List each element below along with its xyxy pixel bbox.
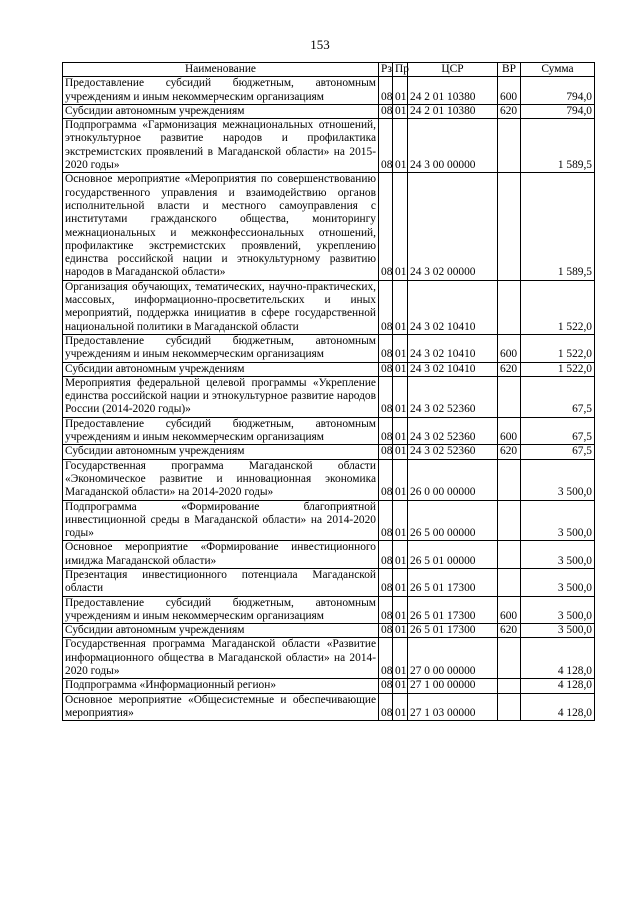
cell-pr: 01 bbox=[393, 638, 408, 679]
cell-csr: 27 0 00 00000 bbox=[408, 638, 498, 679]
cell-rz: 08 bbox=[379, 417, 393, 445]
cell-pr: 01 bbox=[393, 417, 408, 445]
page-number: 153 bbox=[310, 37, 330, 52]
cell-vr bbox=[498, 693, 521, 721]
cell-sum: 3 500,0 bbox=[521, 568, 595, 596]
cell-csr: 24 2 01 10380 bbox=[408, 77, 498, 105]
cell-csr: 24 2 01 10380 bbox=[408, 104, 498, 118]
cell-csr: 24 3 02 52360 bbox=[408, 417, 498, 445]
cell-rz: 08 bbox=[379, 693, 393, 721]
cell-pr: 01 bbox=[393, 459, 408, 500]
cell-csr: 26 5 00 00000 bbox=[408, 500, 498, 541]
cell-name: Предоставление субсидий бюджетным, автономным учреждениям и иным некоммерческим организациям bbox=[63, 77, 379, 105]
cell-sum: 4 128,0 bbox=[521, 679, 595, 693]
cell-vr bbox=[498, 568, 521, 596]
cell-sum: 4 128,0 bbox=[521, 693, 595, 721]
cell-name: Субсидии автономным учреждениям bbox=[63, 624, 379, 638]
cell-name: Государственная программа Магаданской области «Развитие информационного общества в Магаданской области» на 2014-2020 годы» bbox=[63, 638, 379, 679]
table-body bbox=[63, 77, 595, 721]
cell-pr: 01 bbox=[393, 362, 408, 376]
cell-name: Предоставление субсидий бюджетным, автономным учреждениям и иным некоммерческим организациям bbox=[63, 596, 379, 624]
cell-vr bbox=[498, 459, 521, 500]
cell-pr: 01 bbox=[393, 500, 408, 541]
header-name: Наименование bbox=[63, 63, 379, 77]
cell-vr: 620 bbox=[498, 445, 521, 459]
cell-name: Подпрограмма «Информационный регион» bbox=[63, 679, 379, 693]
cell-csr: 24 3 02 10410 bbox=[408, 280, 498, 334]
cell-rz: 08 bbox=[379, 362, 393, 376]
cell-pr: 01 bbox=[393, 445, 408, 459]
cell-rz: 08 bbox=[379, 679, 393, 693]
table-row bbox=[63, 679, 595, 693]
cell-csr: 24 3 02 52360 bbox=[408, 445, 498, 459]
table-row bbox=[63, 417, 595, 445]
cell-name: Основное мероприятие «Общесистемные и обеспечивающие мероприятия» bbox=[63, 693, 379, 721]
cell-name: Предоставление субсидий бюджетным, автономным учреждениям и иным некоммерческим организациям bbox=[63, 417, 379, 445]
cell-name: Организация обучающих, тематических, научно-практических, массовых, информационно-просветительских и иных мероприятий, поддержка инициатив в сфере государственной национальной политики в Магаданской области bbox=[63, 280, 379, 334]
cell-csr: 27 1 03 00000 bbox=[408, 693, 498, 721]
cell-sum: 67,5 bbox=[521, 445, 595, 459]
cell-rz: 08 bbox=[379, 500, 393, 541]
cell-vr: 620 bbox=[498, 362, 521, 376]
cell-vr bbox=[498, 541, 521, 569]
cell-pr: 01 bbox=[393, 693, 408, 721]
table-row bbox=[63, 119, 595, 173]
table-row bbox=[63, 334, 595, 362]
table-row bbox=[63, 541, 595, 569]
cell-vr bbox=[498, 679, 521, 693]
table-row bbox=[63, 104, 595, 118]
cell-name: Субсидии автономным учреждениям bbox=[63, 362, 379, 376]
cell-rz: 08 bbox=[379, 104, 393, 118]
header-csr: ЦСР bbox=[408, 63, 498, 77]
cell-pr: 01 bbox=[393, 679, 408, 693]
header-pr: Пр bbox=[393, 63, 408, 77]
table-row bbox=[63, 173, 595, 280]
cell-sum: 3 500,0 bbox=[521, 596, 595, 624]
cell-vr bbox=[498, 280, 521, 334]
cell-sum: 3 500,0 bbox=[521, 541, 595, 569]
cell-sum: 67,5 bbox=[521, 417, 595, 445]
cell-rz: 08 bbox=[379, 445, 393, 459]
header-vr: ВР bbox=[498, 63, 521, 77]
cell-rz: 08 bbox=[379, 119, 393, 173]
table-row bbox=[63, 624, 595, 638]
header-rz: Рз bbox=[379, 63, 393, 77]
cell-name: Основное мероприятие «Мероприятия по совершенствованию государственного управления и взаимодействию органов исполнительной власти и местного самоуправления с институтами гражданского общества, мониторингу межнациональных и межконфессиональных отношений, профилактике экстремистских проявлений, укреплению единства российской нации и этнокультурному развитию народов в Магаданской области» bbox=[63, 173, 379, 280]
cell-csr: 26 5 01 00000 bbox=[408, 541, 498, 569]
cell-vr: 600 bbox=[498, 334, 521, 362]
cell-csr: 26 5 01 17300 bbox=[408, 596, 498, 624]
cell-pr: 01 bbox=[393, 541, 408, 569]
cell-vr: 600 bbox=[498, 596, 521, 624]
cell-pr: 01 bbox=[393, 119, 408, 173]
cell-sum: 67,5 bbox=[521, 376, 595, 417]
cell-name: Субсидии автономным учреждениям bbox=[63, 104, 379, 118]
cell-rz: 08 bbox=[379, 376, 393, 417]
cell-rz: 08 bbox=[379, 459, 393, 500]
cell-name: Подпрограмма «Формирование благоприятной инвестиционной среды в Магаданской области» на 2014-2020 годы» bbox=[63, 500, 379, 541]
cell-name: Основное мероприятие «Формирование инвестиционного имиджа Магаданской области» bbox=[63, 541, 379, 569]
table-header-row bbox=[63, 63, 595, 77]
table-row bbox=[63, 280, 595, 334]
cell-sum: 1 589,5 bbox=[521, 173, 595, 280]
cell-csr: 24 3 02 10410 bbox=[408, 334, 498, 362]
cell-pr: 01 bbox=[393, 104, 408, 118]
cell-sum: 794,0 bbox=[521, 77, 595, 105]
cell-csr: 24 3 00 00000 bbox=[408, 119, 498, 173]
cell-vr bbox=[498, 119, 521, 173]
cell-vr bbox=[498, 376, 521, 417]
cell-vr bbox=[498, 500, 521, 541]
cell-sum: 1 522,0 bbox=[521, 334, 595, 362]
cell-csr: 24 3 02 52360 bbox=[408, 376, 498, 417]
cell-name: Субсидии автономным учреждениям bbox=[63, 445, 379, 459]
cell-rz: 08 bbox=[379, 624, 393, 638]
cell-sum: 1 589,5 bbox=[521, 119, 595, 173]
cell-rz: 08 bbox=[379, 638, 393, 679]
table-row bbox=[63, 77, 595, 105]
table-row bbox=[63, 445, 595, 459]
cell-pr: 01 bbox=[393, 334, 408, 362]
cell-sum: 4 128,0 bbox=[521, 638, 595, 679]
budget-table bbox=[62, 62, 595, 721]
table-row bbox=[63, 362, 595, 376]
cell-vr: 620 bbox=[498, 624, 521, 638]
cell-sum: 3 500,0 bbox=[521, 500, 595, 541]
cell-pr: 01 bbox=[393, 568, 408, 596]
cell-rz: 08 bbox=[379, 77, 393, 105]
cell-pr: 01 bbox=[393, 280, 408, 334]
cell-pr: 01 bbox=[393, 376, 408, 417]
cell-rz: 08 bbox=[379, 596, 393, 624]
cell-csr: 26 5 01 17300 bbox=[408, 624, 498, 638]
table-row bbox=[63, 638, 595, 679]
cell-csr: 26 5 01 17300 bbox=[408, 568, 498, 596]
table-row bbox=[63, 596, 595, 624]
cell-sum: 3 500,0 bbox=[521, 624, 595, 638]
cell-rz: 08 bbox=[379, 541, 393, 569]
cell-pr: 01 bbox=[393, 173, 408, 280]
cell-rz: 08 bbox=[379, 334, 393, 362]
cell-csr: 24 3 02 00000 bbox=[408, 173, 498, 280]
cell-csr: 26 0 00 00000 bbox=[408, 459, 498, 500]
cell-name: Государственная программа Магаданской области «Экономическое развитие и инновационная экономика Магаданской области» на 2014-2020 годы» bbox=[63, 459, 379, 500]
cell-sum: 3 500,0 bbox=[521, 459, 595, 500]
cell-rz: 08 bbox=[379, 568, 393, 596]
cell-pr: 01 bbox=[393, 596, 408, 624]
cell-csr: 24 3 02 10410 bbox=[408, 362, 498, 376]
cell-vr: 600 bbox=[498, 77, 521, 105]
cell-sum: 1 522,0 bbox=[521, 362, 595, 376]
cell-vr bbox=[498, 638, 521, 679]
cell-name: Предоставление субсидий бюджетным, автономным учреждениям и иным некоммерческим организациям bbox=[63, 334, 379, 362]
cell-rz: 08 bbox=[379, 280, 393, 334]
table-row bbox=[63, 376, 595, 417]
cell-name: Презентация инвестиционного потенциала Магаданской области bbox=[63, 568, 379, 596]
table-row bbox=[63, 568, 595, 596]
cell-sum: 1 522,0 bbox=[521, 280, 595, 334]
table-row bbox=[63, 693, 595, 721]
cell-rz: 08 bbox=[379, 173, 393, 280]
table-row bbox=[63, 459, 595, 500]
cell-vr: 620 bbox=[498, 104, 521, 118]
cell-pr: 01 bbox=[393, 624, 408, 638]
table-row bbox=[63, 500, 595, 541]
cell-vr: 600 bbox=[498, 417, 521, 445]
cell-vr bbox=[498, 173, 521, 280]
cell-name: Мероприятия федеральной целевой программы «Укрепление единства российской нации и этнокультурное развитие народов России (2014-2020 годы)» bbox=[63, 376, 379, 417]
cell-name: Подпрограмма «Гармонизация межнациональных отношений, этнокультурное развитие народов и профилактика экстремистских проявлений в Магаданской области» на 2015-2020 годы» bbox=[63, 119, 379, 173]
header-sum: Сумма bbox=[521, 63, 595, 77]
cell-sum: 794,0 bbox=[521, 104, 595, 118]
cell-csr: 27 1 00 00000 bbox=[408, 679, 498, 693]
cell-pr: 01 bbox=[393, 77, 408, 105]
